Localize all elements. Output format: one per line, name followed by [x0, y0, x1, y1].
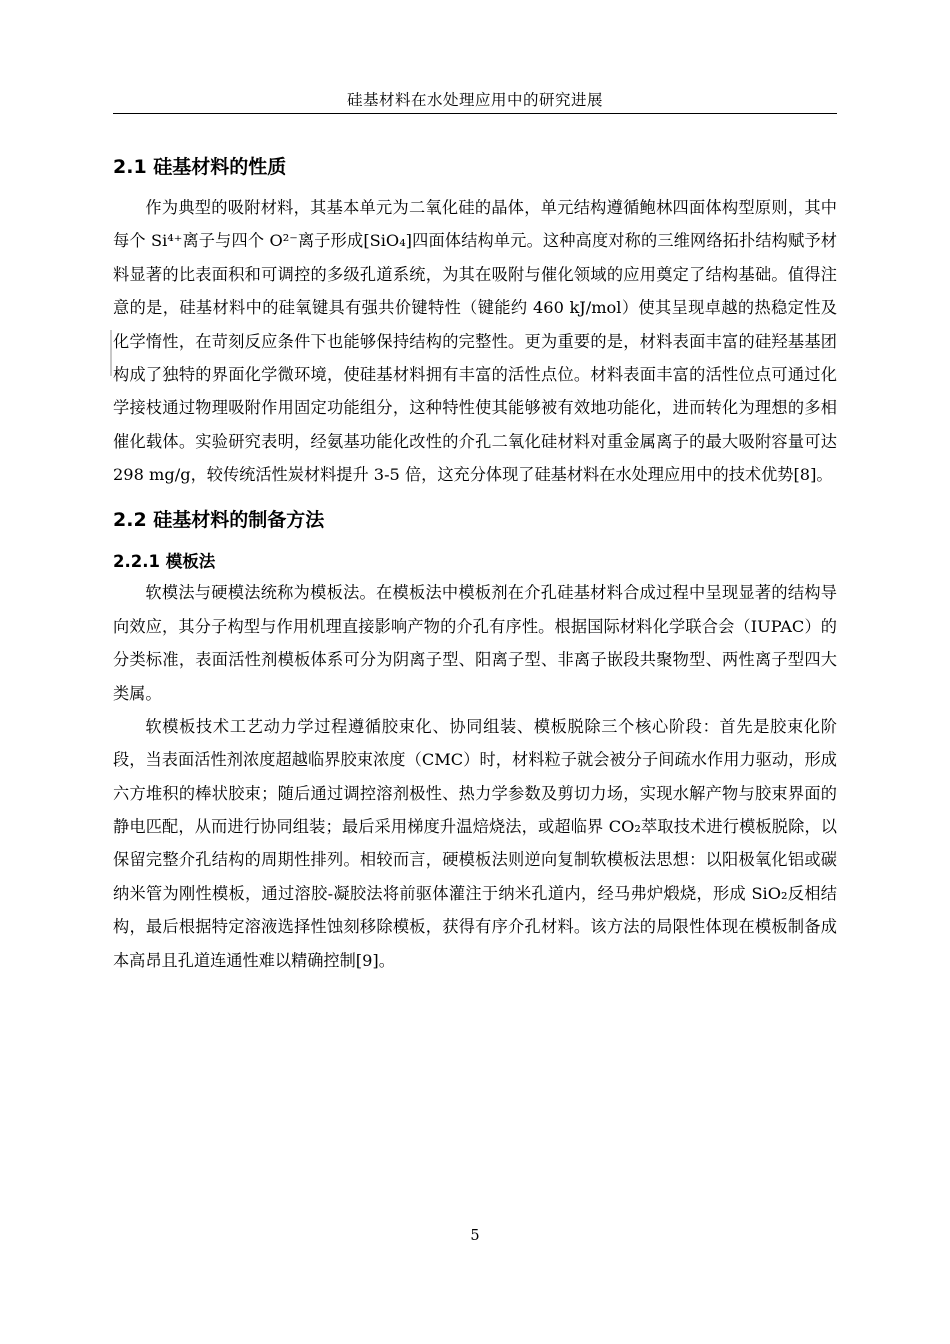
- running-header: 硅基材料在水处理应用中的研究进展: [346, 91, 603, 109]
- paragraph-2-1-1: 作为典型的吸附材料，其基本单元为二氧化硅的晶体，单元结构遵循鲍林四面体构型原则，其中每个 Si⁴⁺离子与四个 O²⁻离子形成[SiO₄]四面体结构单元。这种高度对称的三维网络拓扑结构赋予材料显著的比表面积和可调控的多级孔道系统，为其在吸附与催化领域的应用奠定了结构基础。值得注意的是，硅基材料中的硅氧键具有强共价键特性（键能约 460 kJ/mol）使其呈现卓越的热稳定性及化学惰性，在苛刻反应条件下也能够保持结构的完整性。更为重要的是，材料表面丰富的硅羟基基团构成了独特的界面化学微环境，使硅基材料拥有丰富的活性点位。材料表面丰富的活性位点可通过化学接枝通过物理吸附作用固定功能组分，这种特性使其能够被有效地功能化，进而转化为理想的多相催化载体。实验研究表明，经氨基功能化改性的介孔二氧化硅材料对重金属离子的最大吸附容量可达 298 mg/g，较传统活性炭材料提升 3-5 倍，这充分体现了硅基材料在水处理应用中的技术优势[8]。: [113, 198, 837, 484]
- subsection-heading-2-2-1: 2.2.1 模板法: [113, 552, 216, 572]
- section-heading-2-2: 2.2 硅基材料的制备方法: [113, 509, 325, 532]
- section-heading-2-1: 2.1 硅基材料的性质: [113, 156, 287, 178]
- paragraph-2-2-1-1: 软模法与硬模法统称为模板法。在模板法中模板剂在介孔硅基材料合成过程中呈现显著的结构导向效应，其分子构型与作用机理直接影响产物的介孔有序性。根据国际材料化学联合会（IUPAC）的分类标准，表面活性剂模板体系可分为阴离子型、阳离子型、非离子嵌段共聚物型、两性离子型四大类属。: [113, 583, 837, 703]
- document-body: [113, 138, 837, 977]
- paragraph-2-2-1-2: 软模板技术工艺动力学过程遵循胶束化、协同组装、模板脱除三个核心阶段：首先是胶束化阶段，当表面活性剂浓度超越临界胶束浓度（CMC）时，材料粒子就会被分子间疏水作用力驱动，形成六方堆积的棒状胶束；随后通过调控溶剂极性、热力学参数及剪切力场，实现水解产物与胶束界面的静电匹配，从而进行协同组装；最后采用梯度升温焙烧法，或超临界 CO₂萃取技术进行模板脱除，以保留完整介孔结构的周期性排列。相较而言，硬模板法则逆向复制软模板法思想：以阳极氧化铝或碳纳米管为刚性模板，通过溶胶-凝胶法将前驱体灌注于纳米孔道内，经马弗炉煅烧，形成 SiO₂反相结构，最后根据特定溶液选择性蚀刻移除模板，获得有序介孔材料。该方法的局限性体现在模板制备成本高昂且孔道连通性难以精确控制[9]。: [113, 716, 837, 970]
- page-number: 5: [470, 1228, 480, 1244]
- margin-mark: [110, 330, 112, 376]
- header-divider: [113, 113, 837, 114]
